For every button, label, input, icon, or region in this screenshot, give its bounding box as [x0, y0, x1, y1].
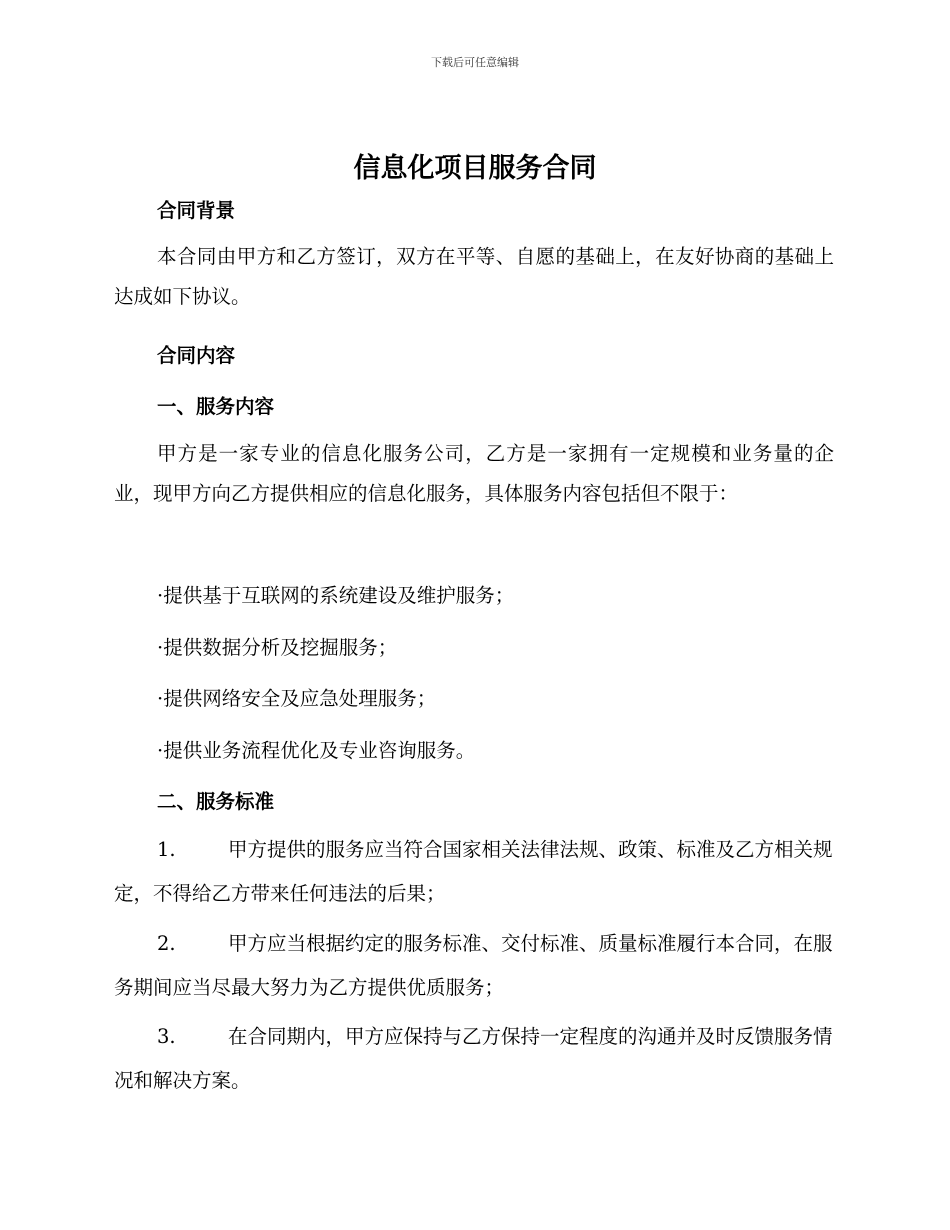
item-text: 甲方提供的服务应当符合国家相关法律法规、政策、标准及乙方相关规定，不得给乙方带来任何违法的后果；	[114, 838, 833, 905]
item-number: 2.	[157, 932, 176, 955]
document-title: 信息化项目服务合同	[353, 153, 597, 184]
item-text: 甲方应当根据约定的服务标准、交付标准、质量标准履行本合同，在服务期间应当尽最大努力为乙方提供优质服务；	[114, 932, 833, 999]
item-number: 1.	[157, 838, 176, 861]
heading-background: 合同背景	[157, 199, 236, 222]
item-text: 在合同期内，甲方应保持与乙方保持一定程度的沟通并及时反馈服务情况和解决方案。	[114, 1025, 833, 1092]
numbered-item	[114, 1015, 834, 1103]
bullet-item: ·提供业务流程优化及专业咨询服务。	[157, 739, 476, 762]
bullet-item: ·提供数据分析及挖掘服务；	[157, 636, 398, 659]
paragraph-service-content: 甲方是一家专业的信息化服务公司，乙方是一家拥有一定规模和业务量的企业，现甲方向乙方提供相应的信息化服务，具体服务内容包括但不限于：	[114, 442, 834, 505]
bullet-item: ·提供网络安全及应急处理服务；	[157, 687, 437, 710]
header-note: 下载后可任意编辑	[431, 56, 519, 69]
bullet-item: ·提供基于互联网的系统建设及维护服务；	[157, 584, 515, 607]
numbered-item	[114, 828, 834, 916]
heading-contract-content: 合同内容	[157, 344, 236, 367]
numbered-item	[114, 922, 834, 1010]
heading-service-standard: 二、服务标准	[157, 790, 275, 813]
paragraph-background: 本合同由甲方和乙方签订，双方在平等、自愿的基础上，在友好协商的基础上达成如下协议。	[114, 245, 834, 308]
heading-service-content: 一、服务内容	[157, 395, 275, 418]
item-number: 3.	[157, 1025, 176, 1048]
